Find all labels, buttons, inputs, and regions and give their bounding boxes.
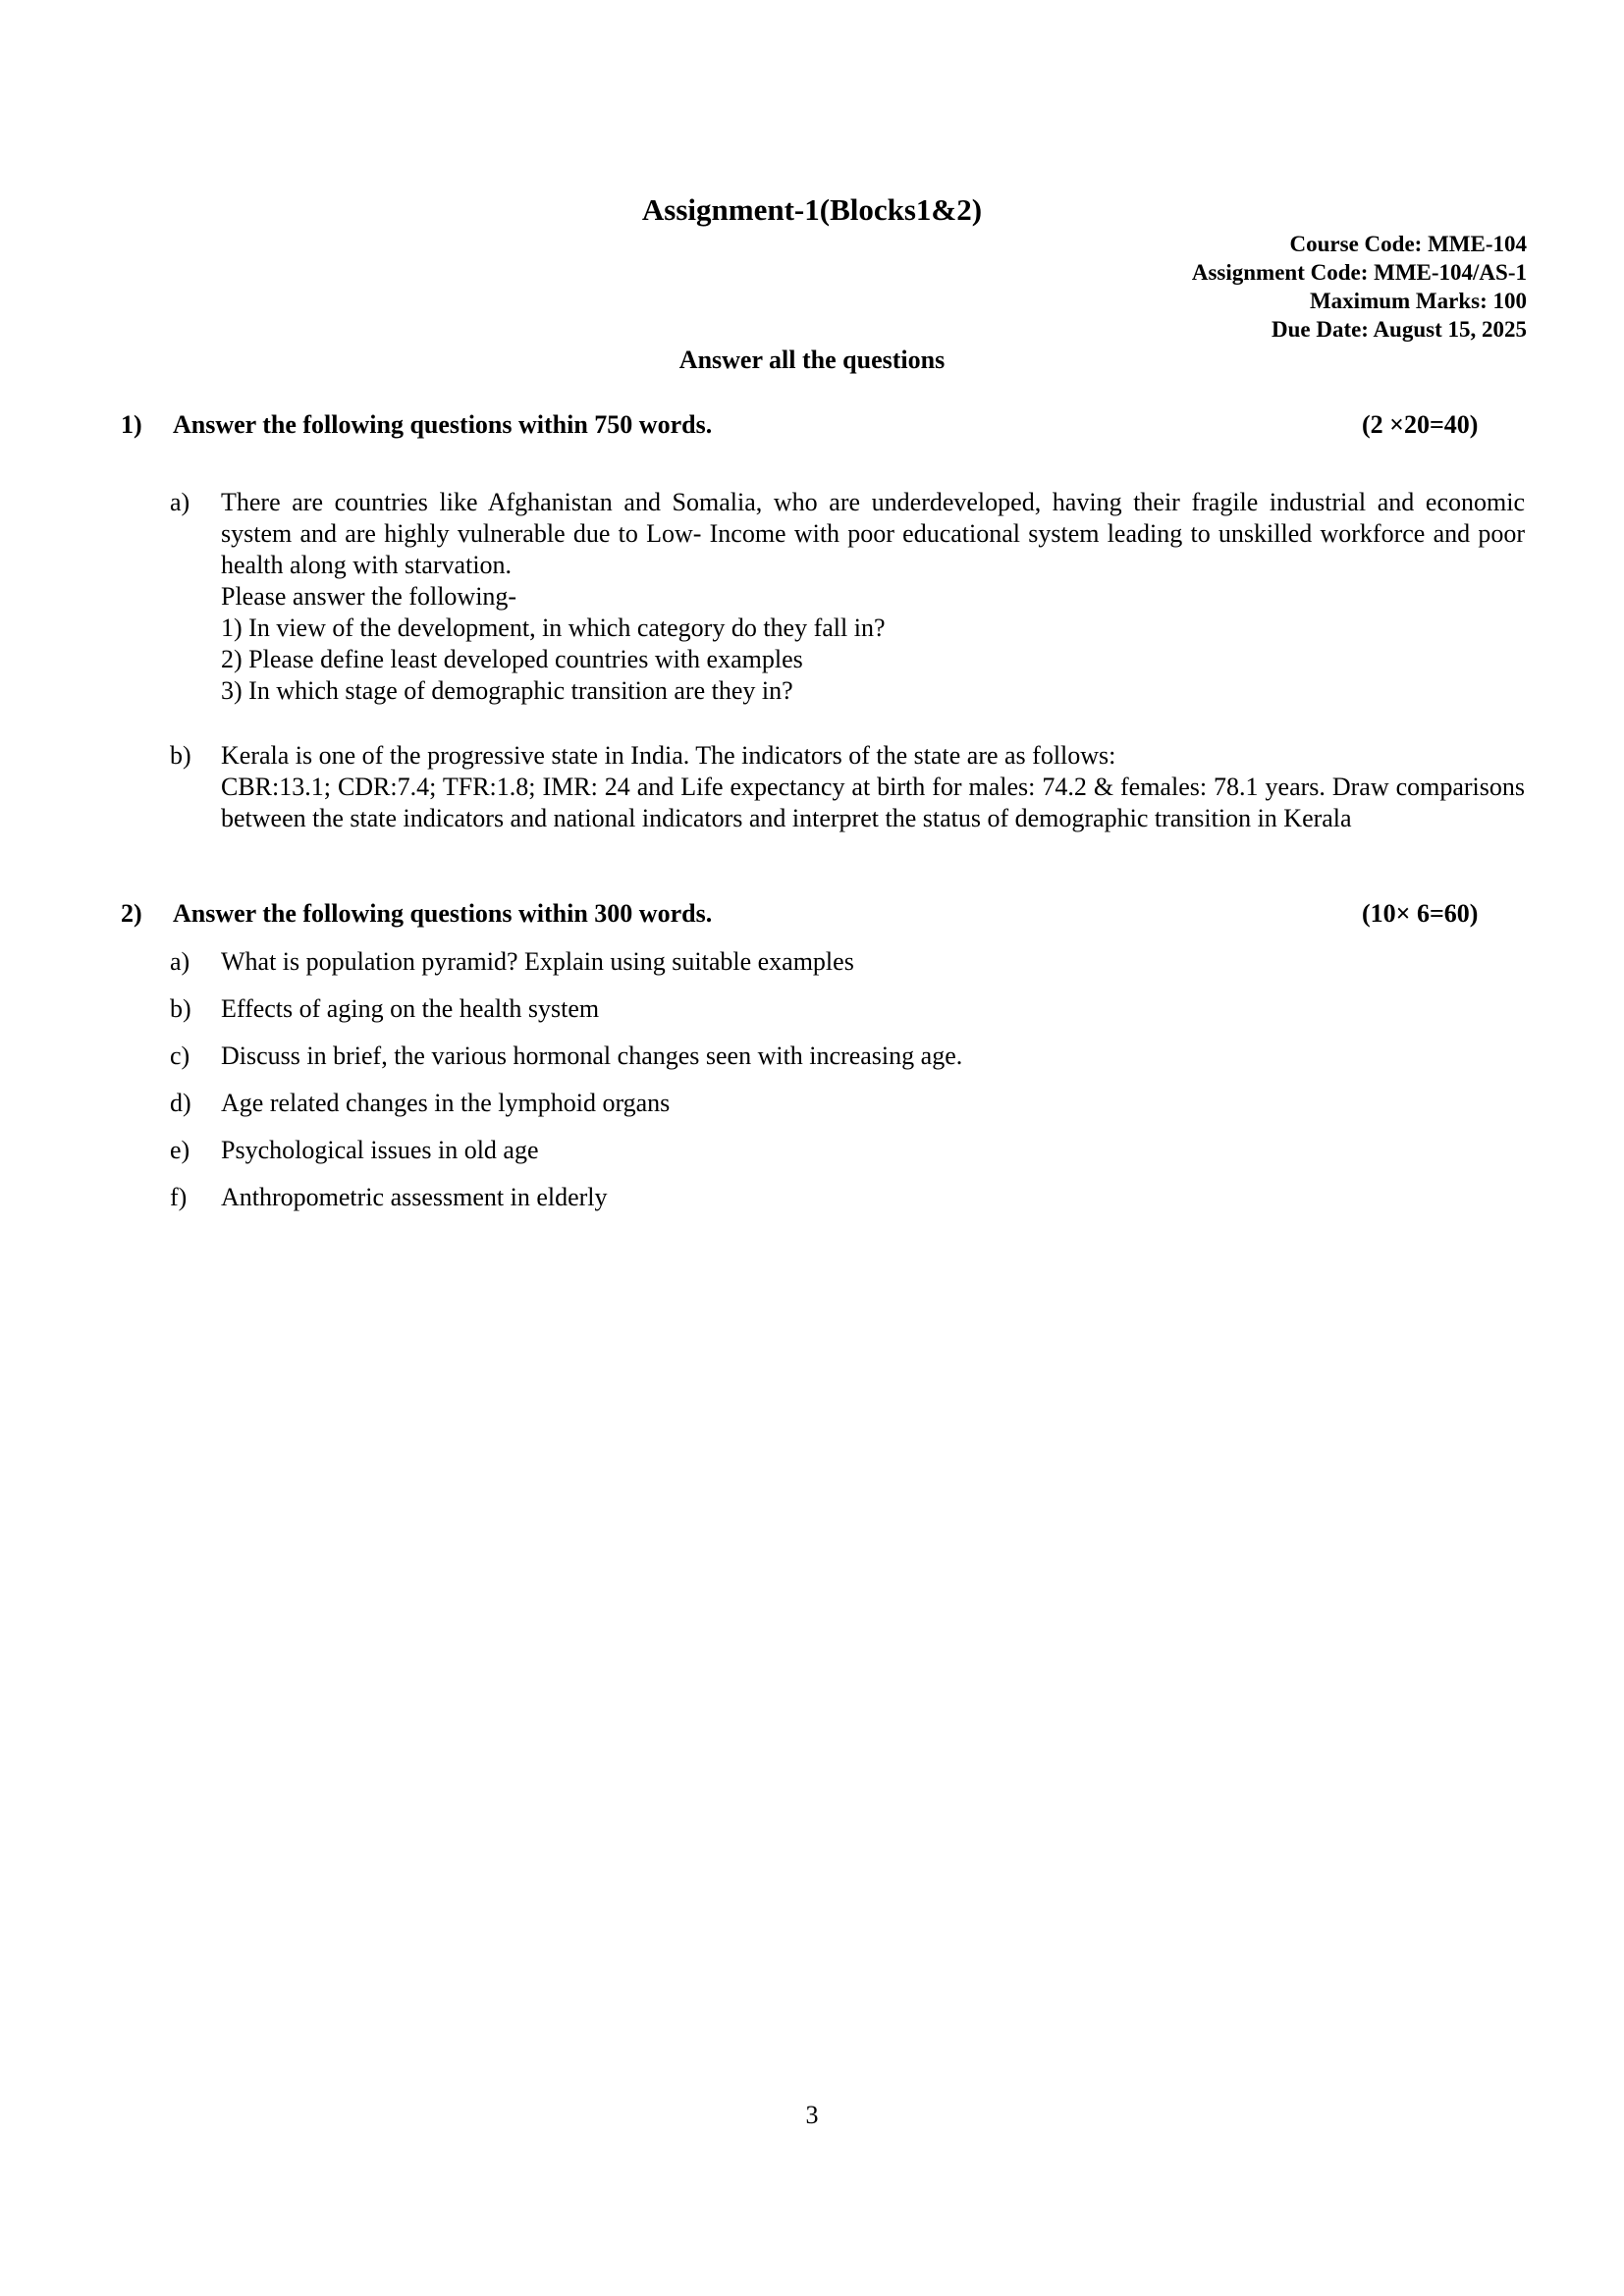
question-2c-text: Discuss in brief, the various hormonal changes seen with increasing age. <box>221 1041 963 1070</box>
question-2b-letter: b) <box>170 994 191 1023</box>
question-2d-letter: d) <box>170 1089 191 1117</box>
assignment-code: Assignment Code: MME-104/AS-1 <box>1191 260 1527 285</box>
question-2-marks: (10× 6=60) <box>1362 899 1479 928</box>
question-1-text: Answer the following questions within 750 words. <box>173 410 713 439</box>
question-2e-letter: e) <box>170 1136 190 1164</box>
course-code: Course Code: MME-104 <box>1289 232 1527 256</box>
page-number: 3 <box>805 2101 819 2129</box>
question-2c-letter: c) <box>170 1041 190 1070</box>
question-2-text: Answer the following questions within 300 words. <box>173 899 713 928</box>
question-1a-item-1: 1) In view of the development, in which category do they fall in? <box>221 614 886 642</box>
assignment-meta <box>1192 230 1527 344</box>
question-1a-item-2: 2) Please define least developed countries with examples <box>221 645 803 673</box>
question-2e-text: Psychological issues in old age <box>221 1136 539 1164</box>
question-2f-text: Anthropometric assessment in elderly <box>221 1183 608 1211</box>
question-2a <box>170 946 1525 978</box>
question-1a-item-3: 3) In which stage of demographic transition are they in? <box>221 676 793 705</box>
question-1b-line-1: Kerala is one of the progressive state in India. The indicators of the state are as follows: <box>221 741 1116 770</box>
question-2e <box>170 1135 1525 1166</box>
question-2a-text: What is population pyramid? Explain using suitable examples <box>221 947 854 976</box>
due-date: Due Date: August 15, 2025 <box>1271 317 1527 342</box>
question-1b <box>170 740 1525 834</box>
question-2b <box>170 993 1525 1025</box>
question-2c <box>170 1041 1525 1072</box>
question-2d <box>170 1088 1525 1119</box>
instruction: Answer all the questions <box>678 346 946 374</box>
question-1a-letter: a) <box>170 488 190 516</box>
question-1b-paragraph: CBR:13.1; CDR:7.4; TFR:1.8; IMR: 24 and Life expectancy at birth for males: 74.2 & females: 78.1 years. Draw comparisons between the state indicators and national indicators and interpret the status of demographic transition in Kerala <box>221 773 1525 832</box>
question-1a <box>170 487 1525 707</box>
question-2a-letter: a) <box>170 947 190 976</box>
question-2d-text: Age related changes in the lymphoid organs <box>221 1089 671 1117</box>
question-2f <box>170 1182 1525 1213</box>
question-2f-letter: f) <box>170 1183 188 1211</box>
maximum-marks: Maximum Marks: 100 <box>1309 289 1527 313</box>
question-1-marks: (2 ×20=40) <box>1362 410 1479 439</box>
question-1a-prompt: Please answer the following- <box>221 582 517 611</box>
question-2b-text: Effects of aging on the health system <box>221 994 600 1023</box>
question-1-number: 1) <box>121 410 142 439</box>
document-title: Assignment-1(Blocks1&2) <box>641 192 983 227</box>
question-1a-paragraph: There are countries like Afghanistan and Somalia, who are underdeveloped, having their fragile industrial and economic system and are highly vulnerable due to Low- Income with poor educational system leading to unskilled workforce and poor health along with starvation. <box>221 488 1525 579</box>
question-2-number: 2) <box>121 899 142 928</box>
question-1b-letter: b) <box>170 741 191 770</box>
